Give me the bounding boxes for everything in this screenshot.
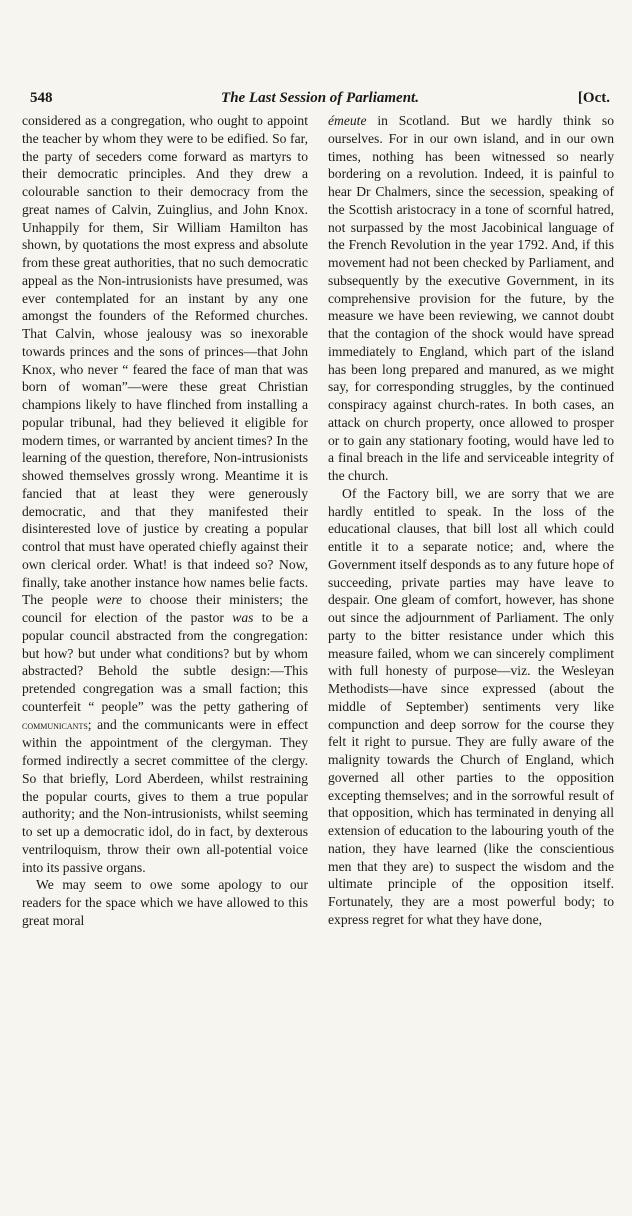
left-paragraph-2: We may seem to owe some apology to our readers for the space which we have allowed to this great moral — [22, 877, 308, 928]
page-number: 548 — [30, 90, 53, 106]
text-run: to choose their ministers; the council for election of the pastor — [22, 592, 308, 625]
right-column — [328, 112, 614, 929]
small-caps-communicants: communicants — [22, 717, 88, 732]
text-run: to be a popular council abstracted from the congregation: but how? but under what conditions? but by whom abstracted? Behold the subtle design:—This pretended congregation was a small faction; this counterfeit “ people” was the petty gathering of — [22, 610, 308, 714]
text-run: ; and the communicants were in effect within the appointment of the clergyman. They formed indirectly a secret committee of the clergy. So that briefly, Lord Aberdeen, whilst restraining the popular courts, gives to them a true popular authority; and the Non-intrusionists, whilst seeming to set up a democratic idol, do in fact, by dexterous ventriloquism, throw their own all-potential voice into its passive organs. — [22, 716, 308, 875]
text-run: in Scotland. But we hardly think so ourselves. For in our own island, and in our own times, nothing has been witnessed so nearly bordering on a revolution. Indeed, it is painful to hear Dr Chalmers, since the secession, speaking of the Scottish aristocracy in a tone of scornful hatred, not surpassed by the most Jacobinical language of the French Revolution in the year 1792. And, if this movement had not been checked by Parliament, and subsequently by the executive Government, in its comprehensive provision for the future, by the measure we have been reviewing, we cannot doubt that the contagion of the shock would have spread immediately to England, which part of the island has been long prepared and manured, as we might say, for corresponding struggles, by the continued conspiracy against church-rates. In both cases, an attack on church property, once allowed to prosper or to gain any stationary footing, would have led to a final breach in the life and serviceable integrity of the church. — [328, 113, 614, 483]
italic-was: was — [232, 610, 254, 625]
italic-emeute: émeute — [328, 113, 367, 128]
text-run: considered as a congregation, who ought to appoint the teacher by whom they were to be edified. So far, the party of seceders come forward as martyrs to their democratic principles. And they drew a colourable sanction to their democracy from the great names of Calvin, Zuinglius, and John Knox. Unhappily for them, Sir William Hamilton has shown, by quotations the most express and absolute from these great authorities, that no such democratic appeal as the Non-intrusionists have presumed, was ever contemplated for an instant by any one amongst the founders of the Reformed churches. That Calvin, whose jealousy was so inexorable towards princes and the sons of princes—that John Knox, who never “ feared the face of man that was born of woman”—were these great Christian champions likely to have flinched from installing a popular tribunal, had they believed it eligible for modern times, or warranted by ancient times? In the learning of the question, therefore, Non-intrusionists showed themselves grossly wrong. Meantime it is fancied that at least they were generously democratic, and that they manifested their disinterested love of justice by creating a popular control that must have operated chiefly against their own clerical order. What! is that indeed so? Now, finally, take another instance how names belie facts. The people — [22, 113, 308, 608]
running-title: The Last Session of Parliament. — [221, 90, 419, 106]
left-column — [22, 112, 308, 930]
italic-were: were — [96, 592, 123, 608]
right-paragraph-2: Of the Factory bill, we are sorry that we are hardly entitled to speak. In the loss of the educational clauses, that bill lost all which could entitle it to a separate notice; and, where the Government itself desponds as to any future hope of succeeding, private parties may have leave to despair. One gleam of comfort, however, has shone out since the adjournment of Parliament. The only party to the bitter resistance under which this measure failed, whom we can sincerely compliment with full honesty of purpose—viz. the Wesleyan Methodists—have since expressed (about the middle of September) sentiments very like compunction and deep sorrow for the course they felt it right to pursue. They are fully aware of the malignity towards the Church of England, which governed all other parties to the opposition excepting themselves; and in the sorrowful result of that opposition, which has terminated in denying all extension of education to the labouring youth of the nation, they have learned (like the conscientious men that they are) to suspect the wisdom and the ultimate principle of the opposition itself. Fortunately, they are a most powerful body; to express regret for what they have done, — [328, 485, 614, 927]
right-paragraph-1 — [328, 112, 614, 485]
left-paragraph-1 — [22, 112, 308, 876]
running-month: [Oct. — [577, 90, 610, 106]
page-header — [30, 90, 610, 112]
